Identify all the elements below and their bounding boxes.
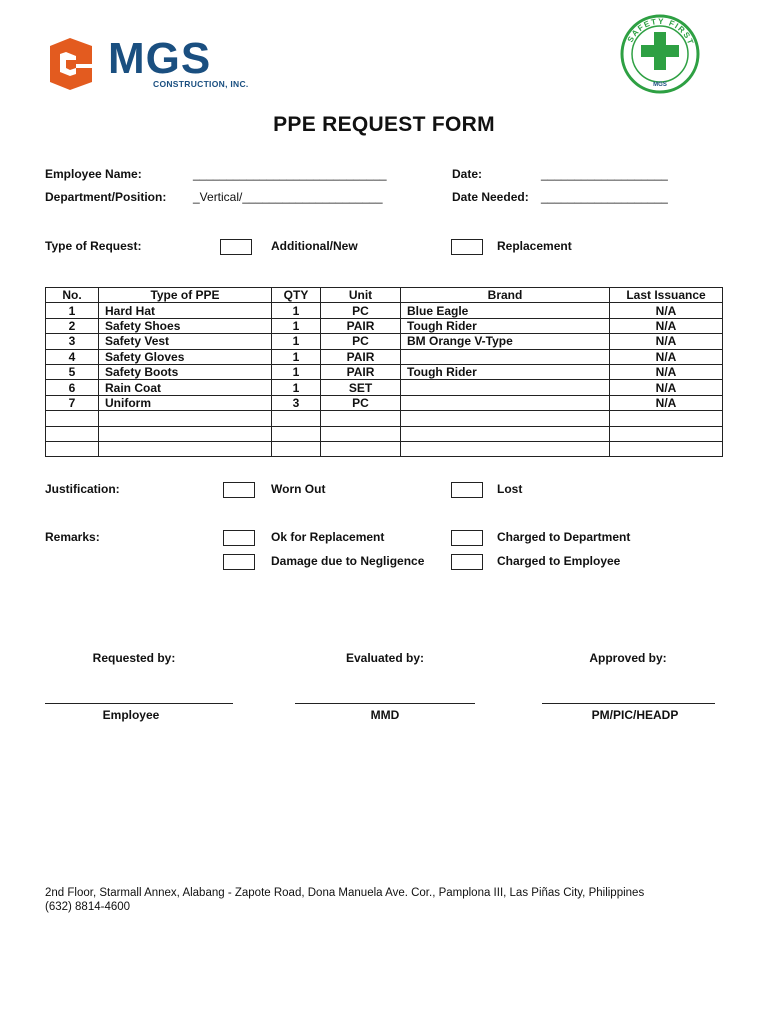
date-needed-field[interactable]: ___________________ — [541, 190, 668, 204]
table-cell — [610, 426, 723, 441]
table-cell — [321, 441, 401, 456]
justification-label: Justification: — [45, 482, 120, 496]
table-cell: N/A — [610, 380, 723, 395]
table-cell: 3 — [46, 334, 99, 349]
table-cell: N/A — [610, 395, 723, 410]
evaluated-by-label: Evaluated by: — [345, 651, 425, 665]
table-cell — [46, 426, 99, 441]
table-cell: 2 — [46, 318, 99, 333]
footer-address: 2nd Floor, Starmall Annex, Alabang - Zapote Road, Dona Manuela Ave. Cor., Pamplona III, Las Piñas City, Philippines — [45, 887, 645, 899]
charged-department-checkbox[interactable] — [451, 530, 483, 546]
table-cell: PC — [321, 303, 401, 318]
table-cell — [99, 411, 272, 426]
company-name: MGS — [108, 34, 212, 83]
lost-checkbox[interactable] — [451, 482, 483, 498]
table-cell — [321, 426, 401, 441]
safety-first-seal-icon — [612, 14, 708, 94]
col-header-qty: QTY — [272, 288, 321, 303]
table-cell: Rain Coat — [99, 380, 272, 395]
col-header-brand: Brand — [401, 288, 610, 303]
table-cell: PC — [321, 334, 401, 349]
table-cell — [401, 411, 610, 426]
replacement-checkbox[interactable] — [451, 239, 483, 255]
ok-replacement-checkbox[interactable] — [223, 530, 255, 546]
table-row — [46, 334, 723, 349]
ppe-table — [45, 287, 723, 457]
table-cell — [272, 441, 321, 456]
table-cell: 1 — [272, 380, 321, 395]
charged-employee-checkbox[interactable] — [451, 554, 483, 570]
table-cell: PAIR — [321, 364, 401, 379]
table-cell: 1 — [272, 349, 321, 364]
table-cell: 1 — [46, 303, 99, 318]
page-title: PPE REQUEST FORM — [273, 113, 495, 136]
charged-department-label: Charged to Department — [497, 530, 631, 544]
table-cell — [401, 441, 610, 456]
requested-by-label: Requested by: — [92, 651, 176, 665]
table-cell — [401, 426, 610, 441]
table-cell: Uniform — [99, 395, 272, 410]
table-cell: N/A — [610, 318, 723, 333]
requested-signature-line[interactable] — [45, 703, 233, 704]
replacement-label: Replacement — [497, 239, 572, 253]
footer-phone: (632) 8814-4600 — [45, 901, 131, 913]
requested-role: Employee — [102, 708, 160, 722]
table-cell — [272, 426, 321, 441]
table-row — [46, 395, 723, 410]
table-row — [46, 411, 723, 426]
table-cell: BM Orange V-Type — [401, 334, 610, 349]
date-label: Date: — [452, 167, 483, 181]
table-row — [46, 364, 723, 379]
date-needed-label: Date Needed: — [452, 190, 529, 204]
seal-text: SAFETY FIRST — [625, 16, 696, 47]
table-cell — [99, 426, 272, 441]
table-cell: Tough Rider — [401, 318, 610, 333]
approved-signature-line[interactable] — [542, 703, 715, 704]
table-cell: 5 — [46, 364, 99, 379]
table-cell: Tough Rider — [401, 364, 610, 379]
table-cell — [99, 441, 272, 456]
table-cell: PAIR — [321, 349, 401, 364]
date-field[interactable]: ___________________ — [541, 167, 668, 181]
table-cell — [610, 441, 723, 456]
damage-negligence-checkbox[interactable] — [223, 554, 255, 570]
table-cell — [46, 441, 99, 456]
table-cell — [46, 411, 99, 426]
table-cell: Safety Gloves — [99, 349, 272, 364]
col-header-last-issuance: Last Issuance — [610, 288, 723, 303]
table-row — [46, 426, 723, 441]
seal-brand: MGS — [653, 82, 667, 88]
table-header-row — [46, 288, 723, 303]
table-cell — [610, 411, 723, 426]
department-field[interactable]: _Vertical/_____________________ — [193, 190, 383, 204]
col-header-no: No. — [46, 288, 99, 303]
table-cell: Safety Shoes — [99, 318, 272, 333]
table-cell: 7 — [46, 395, 99, 410]
ok-replacement-label: Ok for Replacement — [271, 530, 385, 544]
employee-name-label: Employee Name: — [45, 167, 142, 181]
table-cell: 4 — [46, 349, 99, 364]
approved-by-label: Approved by: — [589, 651, 667, 665]
table-cell: 1 — [272, 364, 321, 379]
table-cell: PAIR — [321, 318, 401, 333]
evaluated-signature-line[interactable] — [295, 703, 475, 704]
worn-out-label: Worn Out — [271, 482, 326, 496]
table-cell: PC — [321, 395, 401, 410]
col-header-unit: Unit — [321, 288, 401, 303]
table-cell: Hard Hat — [99, 303, 272, 318]
table-cell — [272, 411, 321, 426]
department-label: Department/Position: — [45, 190, 167, 204]
table-cell: Safety Boots — [99, 364, 272, 379]
table-row — [46, 441, 723, 456]
charged-employee-label: Charged to Employee — [497, 554, 621, 568]
additional-new-label: Additional/New — [271, 239, 358, 253]
table-cell — [401, 380, 610, 395]
approved-role: PM/PIC/HEADP — [591, 708, 679, 722]
table-cell — [401, 395, 610, 410]
remarks-label: Remarks: — [45, 530, 100, 544]
table-cell: 1 — [272, 303, 321, 318]
table-row — [46, 318, 723, 333]
request-type-label: Type of Request: — [45, 239, 142, 253]
table-cell — [321, 411, 401, 426]
damage-negligence-label: Damage due to Negligence — [271, 554, 425, 568]
table-cell: SET — [321, 380, 401, 395]
lost-label: Lost — [497, 482, 523, 496]
table-cell: 1 — [272, 318, 321, 333]
additional-new-checkbox[interactable] — [220, 239, 252, 255]
worn-out-checkbox[interactable] — [223, 482, 255, 498]
table-cell: 3 — [272, 395, 321, 410]
table-cell: 1 — [272, 334, 321, 349]
table-cell: Safety Vest — [99, 334, 272, 349]
table-row — [46, 349, 723, 364]
company-subtitle: CONSTRUCTION, INC. — [153, 79, 249, 89]
employee-name-field[interactable]: _____________________________ — [193, 167, 387, 181]
table-row — [46, 303, 723, 318]
table-cell: Blue Eagle — [401, 303, 610, 318]
table-cell: 6 — [46, 380, 99, 395]
table-cell: N/A — [610, 334, 723, 349]
table-cell: N/A — [610, 303, 723, 318]
table-cell — [401, 349, 610, 364]
evaluated-role: MMD — [370, 708, 400, 722]
col-header-type: Type of PPE — [99, 288, 272, 303]
table-cell: N/A — [610, 349, 723, 364]
table-row — [46, 380, 723, 395]
table-cell: N/A — [610, 364, 723, 379]
